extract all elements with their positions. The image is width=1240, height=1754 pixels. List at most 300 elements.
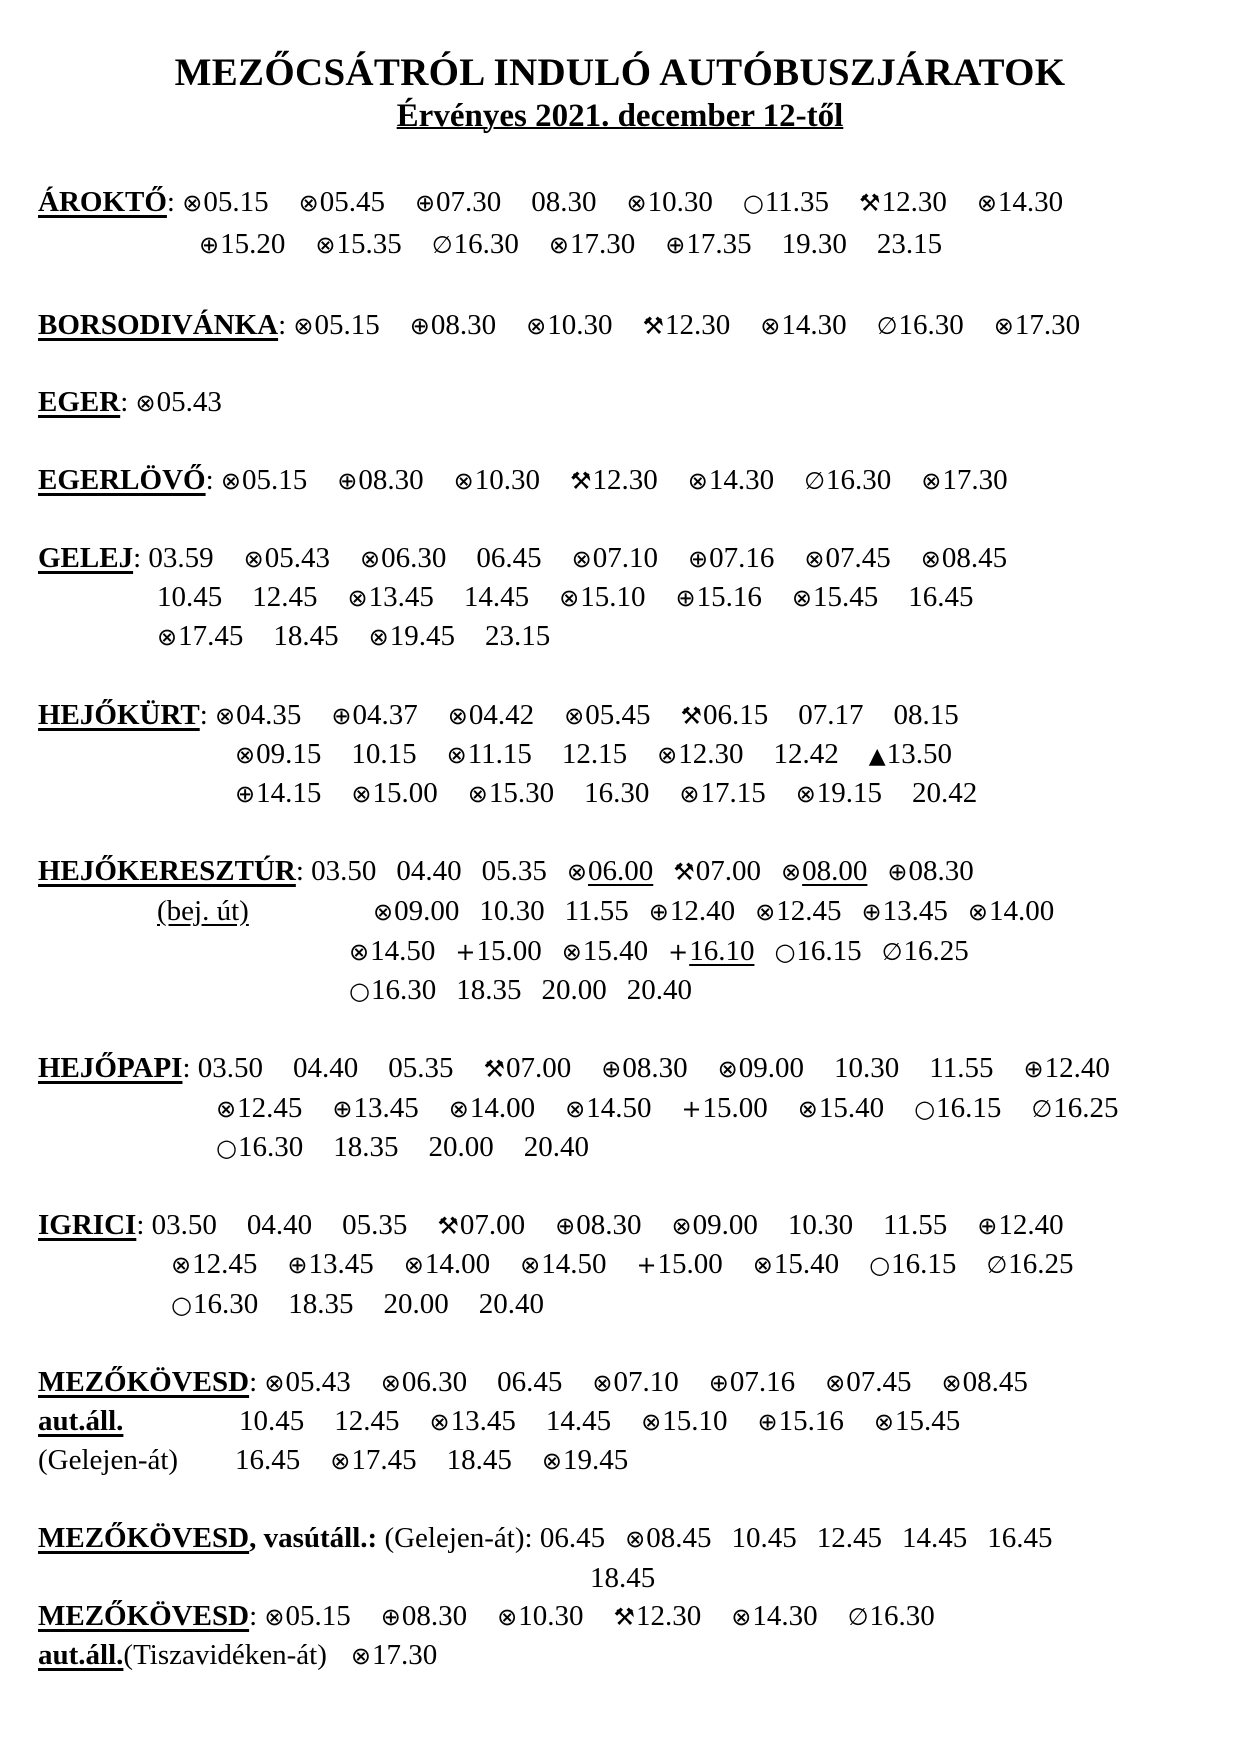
departure-time <box>968 893 1054 930</box>
departure-time <box>883 1207 947 1243</box>
time-value: 16.30 <box>237 1131 304 1163</box>
time-value: 14.00 <box>988 895 1055 927</box>
departure-time <box>929 1050 993 1086</box>
departure-time <box>798 1090 884 1127</box>
time-value: 05.45 <box>585 699 651 731</box>
destination-name: HEJŐKERESZTÚR <box>38 855 296 887</box>
time-value: 07.45 <box>846 1366 912 1398</box>
time-value: 07.10 <box>613 1366 679 1398</box>
departure-time <box>977 184 1063 221</box>
time-value: 05.35 <box>388 1052 454 1084</box>
destination-name: MEZŐKÖVESD <box>38 1600 250 1632</box>
slashed-circle-icon: ∅ <box>986 1251 1008 1279</box>
circled-hammer-icon: ⊗ <box>671 1212 692 1240</box>
timetable-line <box>38 697 989 734</box>
time-value: 04.42 <box>468 699 535 731</box>
route-note: (Tiszavidéken-át) <box>123 1639 327 1671</box>
time-value: 15.10 <box>662 1405 728 1437</box>
departure-time <box>657 736 743 773</box>
circled-hammer-icon: ⊗ <box>657 741 678 769</box>
departure-time <box>825 1364 911 1401</box>
timetable-line <box>157 618 580 655</box>
time-value: 04.35 <box>236 699 302 731</box>
departure-time <box>570 462 658 499</box>
time-value: 03.50 <box>151 1209 217 1241</box>
departure-time <box>342 1207 407 1243</box>
departure-time <box>482 853 547 889</box>
time-value: 20.42 <box>912 777 978 809</box>
destination-suffix: : <box>205 464 214 496</box>
circled-cross-icon: ⊕ <box>887 858 908 886</box>
time-value: 15.16 <box>696 581 762 613</box>
departure-time <box>216 1090 302 1127</box>
time-value: 16.30 <box>898 309 964 341</box>
timetable-line <box>38 1598 965 1635</box>
circled-hammer-icon: ⊗ <box>293 312 314 340</box>
destination-name: EGERLÖVŐ <box>38 464 206 496</box>
time-value: 16.45 <box>908 581 974 613</box>
timetable-line <box>38 1050 1140 1087</box>
time-value: 16.30 <box>370 974 437 1006</box>
time-value: 16.30 <box>192 1288 259 1320</box>
time-value: 15.20 <box>220 228 286 260</box>
time-value: 13.45 <box>450 1405 516 1437</box>
time-value: 15.00 <box>657 1248 723 1280</box>
departure-time <box>381 1364 467 1401</box>
circled-hammer-icon: ⊗ <box>561 938 582 966</box>
time-value: 10.30 <box>647 186 713 218</box>
circle-icon: ○ <box>914 1095 936 1123</box>
route-note: (Gelejen-át): <box>377 1522 533 1554</box>
departure-time <box>337 462 423 499</box>
departure-time <box>679 775 765 812</box>
timetable-line <box>38 853 994 890</box>
timetable-line <box>235 775 1007 812</box>
departure-time <box>788 1207 853 1243</box>
departure-time <box>497 1364 562 1400</box>
circled-hammer-icon: ⊗ <box>625 1525 646 1553</box>
circled-cross-icon: ⊕ <box>665 231 686 259</box>
crossed-hammers-icon: ⚒ <box>680 702 702 730</box>
circled-cross-icon: ⊕ <box>648 898 669 926</box>
departure-time <box>449 1090 535 1127</box>
departure-time <box>331 697 417 734</box>
departure-time <box>627 184 713 221</box>
departure-time <box>977 1207 1063 1244</box>
time-value: 17.30 <box>372 1639 438 1671</box>
departure-time <box>239 1403 304 1439</box>
departure-time <box>862 893 948 930</box>
circled-cross-icon: ⊕ <box>235 780 256 808</box>
time-value: 13.45 <box>882 895 948 927</box>
departure-time <box>430 1403 516 1440</box>
departure-time <box>369 618 455 655</box>
triangle-icon: ▲ <box>868 744 886 769</box>
departure-time <box>299 184 385 221</box>
departure-time <box>649 893 735 930</box>
circled-hammer-icon: ⊗ <box>347 584 368 612</box>
time-value: 04.40 <box>246 1209 313 1241</box>
departure-time <box>665 226 751 263</box>
time-value: 15.00 <box>476 935 542 967</box>
departure-time <box>454 462 540 499</box>
time-value: 08.30 <box>358 464 424 496</box>
departure-time <box>562 736 627 772</box>
plus-icon: + <box>455 938 476 966</box>
departure-time <box>877 307 964 344</box>
departure-time <box>287 1246 373 1283</box>
circled-hammer-icon: ⊗ <box>380 1369 401 1397</box>
destination-name: HEJŐPAPI <box>38 1052 183 1084</box>
destination-name: MEZŐKÖVESD <box>38 1366 250 1398</box>
departure-time <box>869 736 952 775</box>
departure-time <box>887 853 973 890</box>
departure-time <box>349 972 436 1009</box>
circled-cross-icon: ⊕ <box>337 467 358 495</box>
time-value: 20.00 <box>541 974 607 1006</box>
circled-hammer-icon: ⊗ <box>467 780 488 808</box>
circled-hammer-icon: ⊗ <box>795 780 816 808</box>
circle-icon: ○ <box>349 977 370 1005</box>
circled-hammer-icon: ⊗ <box>559 584 580 612</box>
time-value: 16.15 <box>796 935 862 967</box>
time-value: 12.30 <box>636 1600 702 1632</box>
circled-cross-icon: ⊕ <box>287 1251 308 1279</box>
circled-hammer-icon: ⊗ <box>298 189 319 217</box>
time-value: 14.50 <box>370 935 436 967</box>
circled-hammer-icon: ⊗ <box>825 1369 846 1397</box>
time-value: 14.30 <box>752 1600 818 1632</box>
time-value: 07.10 <box>592 542 658 574</box>
circled-cross-icon: ⊕ <box>332 1095 353 1123</box>
time-value: 18.35 <box>288 1288 354 1320</box>
time-value: 12.30 <box>881 186 947 218</box>
circle-icon: ○ <box>774 938 796 966</box>
departure-time <box>1023 1050 1109 1087</box>
circled-hammer-icon: ⊗ <box>592 1369 613 1397</box>
departure-time <box>912 775 977 811</box>
departure-time <box>383 1286 448 1322</box>
time-value: 23.15 <box>876 228 943 260</box>
circle-icon: ○ <box>742 189 764 217</box>
timetable-line <box>171 1246 1104 1283</box>
time-value: 06.30 <box>381 542 447 574</box>
circled-hammer-icon: ⊗ <box>564 702 585 730</box>
circled-hammer-icon: ⊗ <box>755 898 776 926</box>
crossed-hammers-icon: ⚒ <box>437 1212 459 1240</box>
time-value: 14.45 <box>901 1522 968 1554</box>
departure-time <box>455 933 541 970</box>
time-value: 19.30 <box>781 228 847 260</box>
time-value: 03.59 <box>148 542 214 574</box>
departure-time <box>288 1286 353 1322</box>
time-value: 05.15 <box>314 309 380 341</box>
time-value: 05.15 <box>203 186 269 218</box>
timetable-line <box>38 1442 658 1479</box>
circled-hammer-icon: ⊗ <box>791 584 812 612</box>
time-value: 12.45 <box>776 895 842 927</box>
timetable-line <box>38 307 1110 344</box>
departure-time <box>994 307 1080 344</box>
crossed-hammers-icon: ⚒ <box>859 189 881 217</box>
departure-time <box>456 972 521 1008</box>
time-value: 14.45 <box>463 581 530 613</box>
departure-time <box>136 384 222 421</box>
time-value: 14.30 <box>708 464 775 496</box>
circled-cross-icon: ⊕ <box>414 189 436 217</box>
timetable-line <box>38 184 1093 221</box>
time-value: 18.45 <box>446 1444 512 1476</box>
destination-suffix: : <box>166 186 175 218</box>
time-value: 05.15 <box>242 464 308 496</box>
time-value: 13.45 <box>353 1092 419 1124</box>
circled-hammer-icon: ⊗ <box>760 312 781 340</box>
circled-hammer-icon: ⊗ <box>497 1603 518 1631</box>
departure-time <box>565 1090 651 1127</box>
departure-time <box>526 307 612 344</box>
time-value: 16.15 <box>936 1092 1002 1124</box>
time-value: 15.16 <box>778 1405 844 1437</box>
time-value: 10.30 <box>787 1209 854 1241</box>
time-value: 19.15 <box>816 777 883 809</box>
time-value: 18.45 <box>590 1562 656 1594</box>
timetable-line <box>38 1207 1094 1244</box>
departure-time <box>796 775 882 812</box>
circled-hammer-icon: ⊗ <box>873 1408 894 1436</box>
time-value: 15.10 <box>580 581 646 613</box>
circled-hammer-icon: ⊗ <box>403 1251 424 1279</box>
departure-time <box>636 1246 722 1283</box>
time-value: 06.45 <box>539 1522 606 1554</box>
departure-time <box>987 1520 1052 1556</box>
timetable-line <box>38 1403 990 1440</box>
departure-time <box>688 540 774 577</box>
circled-cross-icon: ⊕ <box>1023 1055 1044 1083</box>
departure-time <box>381 1598 467 1635</box>
time-value: 16.15 <box>891 1248 957 1280</box>
circled-hammer-icon: ⊗ <box>182 189 203 217</box>
destination-suffix: : <box>182 1052 191 1084</box>
time-value: 16.45 <box>987 1522 1053 1554</box>
departure-time <box>882 933 969 970</box>
departure-time <box>590 1560 655 1596</box>
time-value: 05.43 <box>285 1366 351 1398</box>
destination-suffix: : <box>133 542 142 574</box>
timetable-line <box>38 1364 1058 1401</box>
circle-icon: ○ <box>216 1134 237 1162</box>
circled-hammer-icon: ⊗ <box>350 1642 371 1670</box>
time-value: 15.30 <box>488 777 555 809</box>
departure-time <box>479 893 544 929</box>
circled-hammer-icon: ⊗ <box>220 467 242 495</box>
departure-time <box>349 933 435 970</box>
time-value: 05.43 <box>156 386 222 418</box>
departure-time <box>396 853 461 889</box>
time-value: 16.30 <box>453 228 519 260</box>
line-prefix: (bej. út) <box>157 895 249 927</box>
departure-time <box>428 1129 493 1165</box>
time-value: 13.50 <box>886 738 952 770</box>
time-value: 20.00 <box>383 1288 449 1320</box>
time-value: 18.35 <box>456 974 522 1006</box>
departure-time <box>479 1286 544 1322</box>
departure-time <box>235 736 321 773</box>
departure-time <box>351 775 437 812</box>
page-title: MEZŐCSÁTRÓL INDULÓ AUTÓBUSZJÁRATOK <box>174 51 1066 94</box>
validity-text: Érvényes 2021. december 12-től <box>396 98 844 134</box>
time-value: 07.16 <box>709 542 775 574</box>
departure-time <box>351 1637 437 1674</box>
time-value: 06.30 <box>401 1366 468 1398</box>
time-value: 14.30 <box>781 309 847 341</box>
time-value: 07.45 <box>825 542 891 574</box>
destination-name: BORSODIVÁNKA <box>38 309 279 341</box>
time-value: 16.25 <box>1053 1092 1119 1124</box>
time-value: 12.42 <box>773 738 839 770</box>
plus-icon: + <box>636 1251 657 1279</box>
time-value: 07.00 <box>459 1209 526 1241</box>
time-value: 08.30 <box>908 855 974 887</box>
destination-suffix: : <box>278 309 287 341</box>
departure-time <box>625 1520 711 1557</box>
time-value: 14.50 <box>586 1092 652 1124</box>
time-value: 07.16 <box>729 1366 796 1398</box>
time-value: 15.00 <box>702 1092 768 1124</box>
time-value: 04.40 <box>396 855 462 887</box>
circled-hammer-icon: ⊗ <box>781 858 802 886</box>
departure-time <box>216 1129 303 1166</box>
departure-time <box>546 1403 611 1439</box>
departure-time <box>476 540 541 576</box>
plus-icon: + <box>681 1095 702 1123</box>
departure-time <box>642 307 730 344</box>
departure-time <box>373 893 459 930</box>
departure-time <box>592 1364 678 1401</box>
departure-time <box>601 1050 687 1087</box>
departure-time <box>199 226 285 263</box>
time-value: 11.55 <box>883 1209 948 1241</box>
departure-time <box>360 540 446 577</box>
time-value: 04.37 <box>352 699 418 731</box>
departure-time <box>415 184 501 221</box>
time-value: 08.30 <box>430 309 497 341</box>
departure-time <box>877 226 942 262</box>
departure-time <box>798 697 863 733</box>
time-value: 12.40 <box>1044 1052 1110 1084</box>
circled-hammer-icon: ⊗ <box>679 780 700 808</box>
time-value: 17.30 <box>942 464 1008 496</box>
departure-time <box>447 736 532 773</box>
destination-name: HEJŐKÜRT <box>38 699 200 731</box>
crossed-hammers-icon: ⚒ <box>673 858 695 886</box>
departure-time <box>235 1442 300 1478</box>
timetable-line <box>216 1129 619 1166</box>
circled-hammer-icon: ⊗ <box>976 189 997 217</box>
slashed-circle-icon: ∅ <box>847 1603 869 1631</box>
departure-time <box>709 1364 795 1401</box>
time-value: 09.00 <box>692 1209 758 1241</box>
time-value: 16.25 <box>1008 1248 1074 1280</box>
departure-time <box>641 1403 727 1440</box>
departure-time <box>157 579 222 615</box>
time-value: 14.45 <box>545 1405 612 1437</box>
time-value: 10.30 <box>834 1052 900 1084</box>
departure-time <box>627 972 692 1008</box>
circled-hammer-icon: ⊗ <box>921 467 942 495</box>
time-value: 19.45 <box>389 620 455 652</box>
validity-subtitle <box>0 98 1240 135</box>
time-value: 23.15 <box>484 620 551 652</box>
timetable-line <box>38 462 1038 499</box>
circled-hammer-icon: ⊗ <box>548 231 569 259</box>
time-value: 15.45 <box>812 581 879 613</box>
departure-time <box>157 618 243 655</box>
time-value: 12.45 <box>816 1522 882 1554</box>
slashed-circle-icon: ∅ <box>876 312 898 340</box>
circled-cross-icon: ⊕ <box>555 1212 576 1240</box>
departure-time <box>247 1207 312 1243</box>
departure-time <box>334 1403 399 1439</box>
departure-time <box>388 1050 453 1086</box>
time-value: 09.00 <box>394 895 460 927</box>
departure-time <box>781 853 867 890</box>
time-value: 14.30 <box>997 186 1064 218</box>
time-value: 07.00 <box>695 855 762 887</box>
time-value: 05.43 <box>264 542 331 574</box>
circled-hammer-icon: ⊗ <box>216 1095 237 1123</box>
line-prefix: aut.áll. <box>38 1639 124 1671</box>
time-value: 08.30 <box>531 186 597 218</box>
circled-cross-icon: ⊕ <box>331 702 352 730</box>
time-value: 10.45 <box>157 581 223 613</box>
timetable-line <box>349 972 712 1009</box>
circled-hammer-icon: ⊗ <box>541 1447 562 1475</box>
timetable-line <box>38 540 1037 577</box>
departure-time <box>152 1207 217 1243</box>
time-value: 16.45 <box>235 1444 301 1476</box>
plus-icon: + <box>668 938 689 966</box>
destination-suffix: , vasútáll.: <box>249 1522 378 1554</box>
departure-time <box>171 1286 258 1323</box>
time-value: 14.50 <box>541 1248 607 1280</box>
time-value: 08.30 <box>622 1052 688 1084</box>
departure-time <box>540 1520 605 1556</box>
circled-hammer-icon: ⊗ <box>993 312 1014 340</box>
circled-hammer-icon: ⊗ <box>448 1095 469 1123</box>
departure-time <box>914 1090 1001 1127</box>
departure-time <box>171 1246 257 1283</box>
time-value: 09.00 <box>738 1052 805 1084</box>
departure-time <box>757 1403 843 1440</box>
departure-time <box>468 775 554 812</box>
time-value: 03.50 <box>197 1052 264 1084</box>
time-value: 08.45 <box>941 542 1008 574</box>
time-value: 04.40 <box>293 1052 359 1084</box>
circled-hammer-icon: ⊗ <box>171 1251 192 1279</box>
crossed-hammers-icon: ⚒ <box>642 312 664 340</box>
time-value: 12.15 <box>561 738 628 770</box>
circled-hammer-icon: ⊗ <box>804 545 825 573</box>
circle-icon: ○ <box>869 1251 891 1279</box>
time-value: 17.35 <box>686 228 752 260</box>
crossed-hammers-icon: ⚒ <box>569 467 592 495</box>
departure-time <box>902 1520 967 1556</box>
time-value: 16.25 <box>903 935 969 967</box>
timetable-line <box>590 1560 675 1596</box>
departure-time <box>834 1050 899 1086</box>
time-value: 17.45 <box>351 1444 417 1476</box>
circled-hammer-icon: ⊗ <box>717 1055 738 1083</box>
